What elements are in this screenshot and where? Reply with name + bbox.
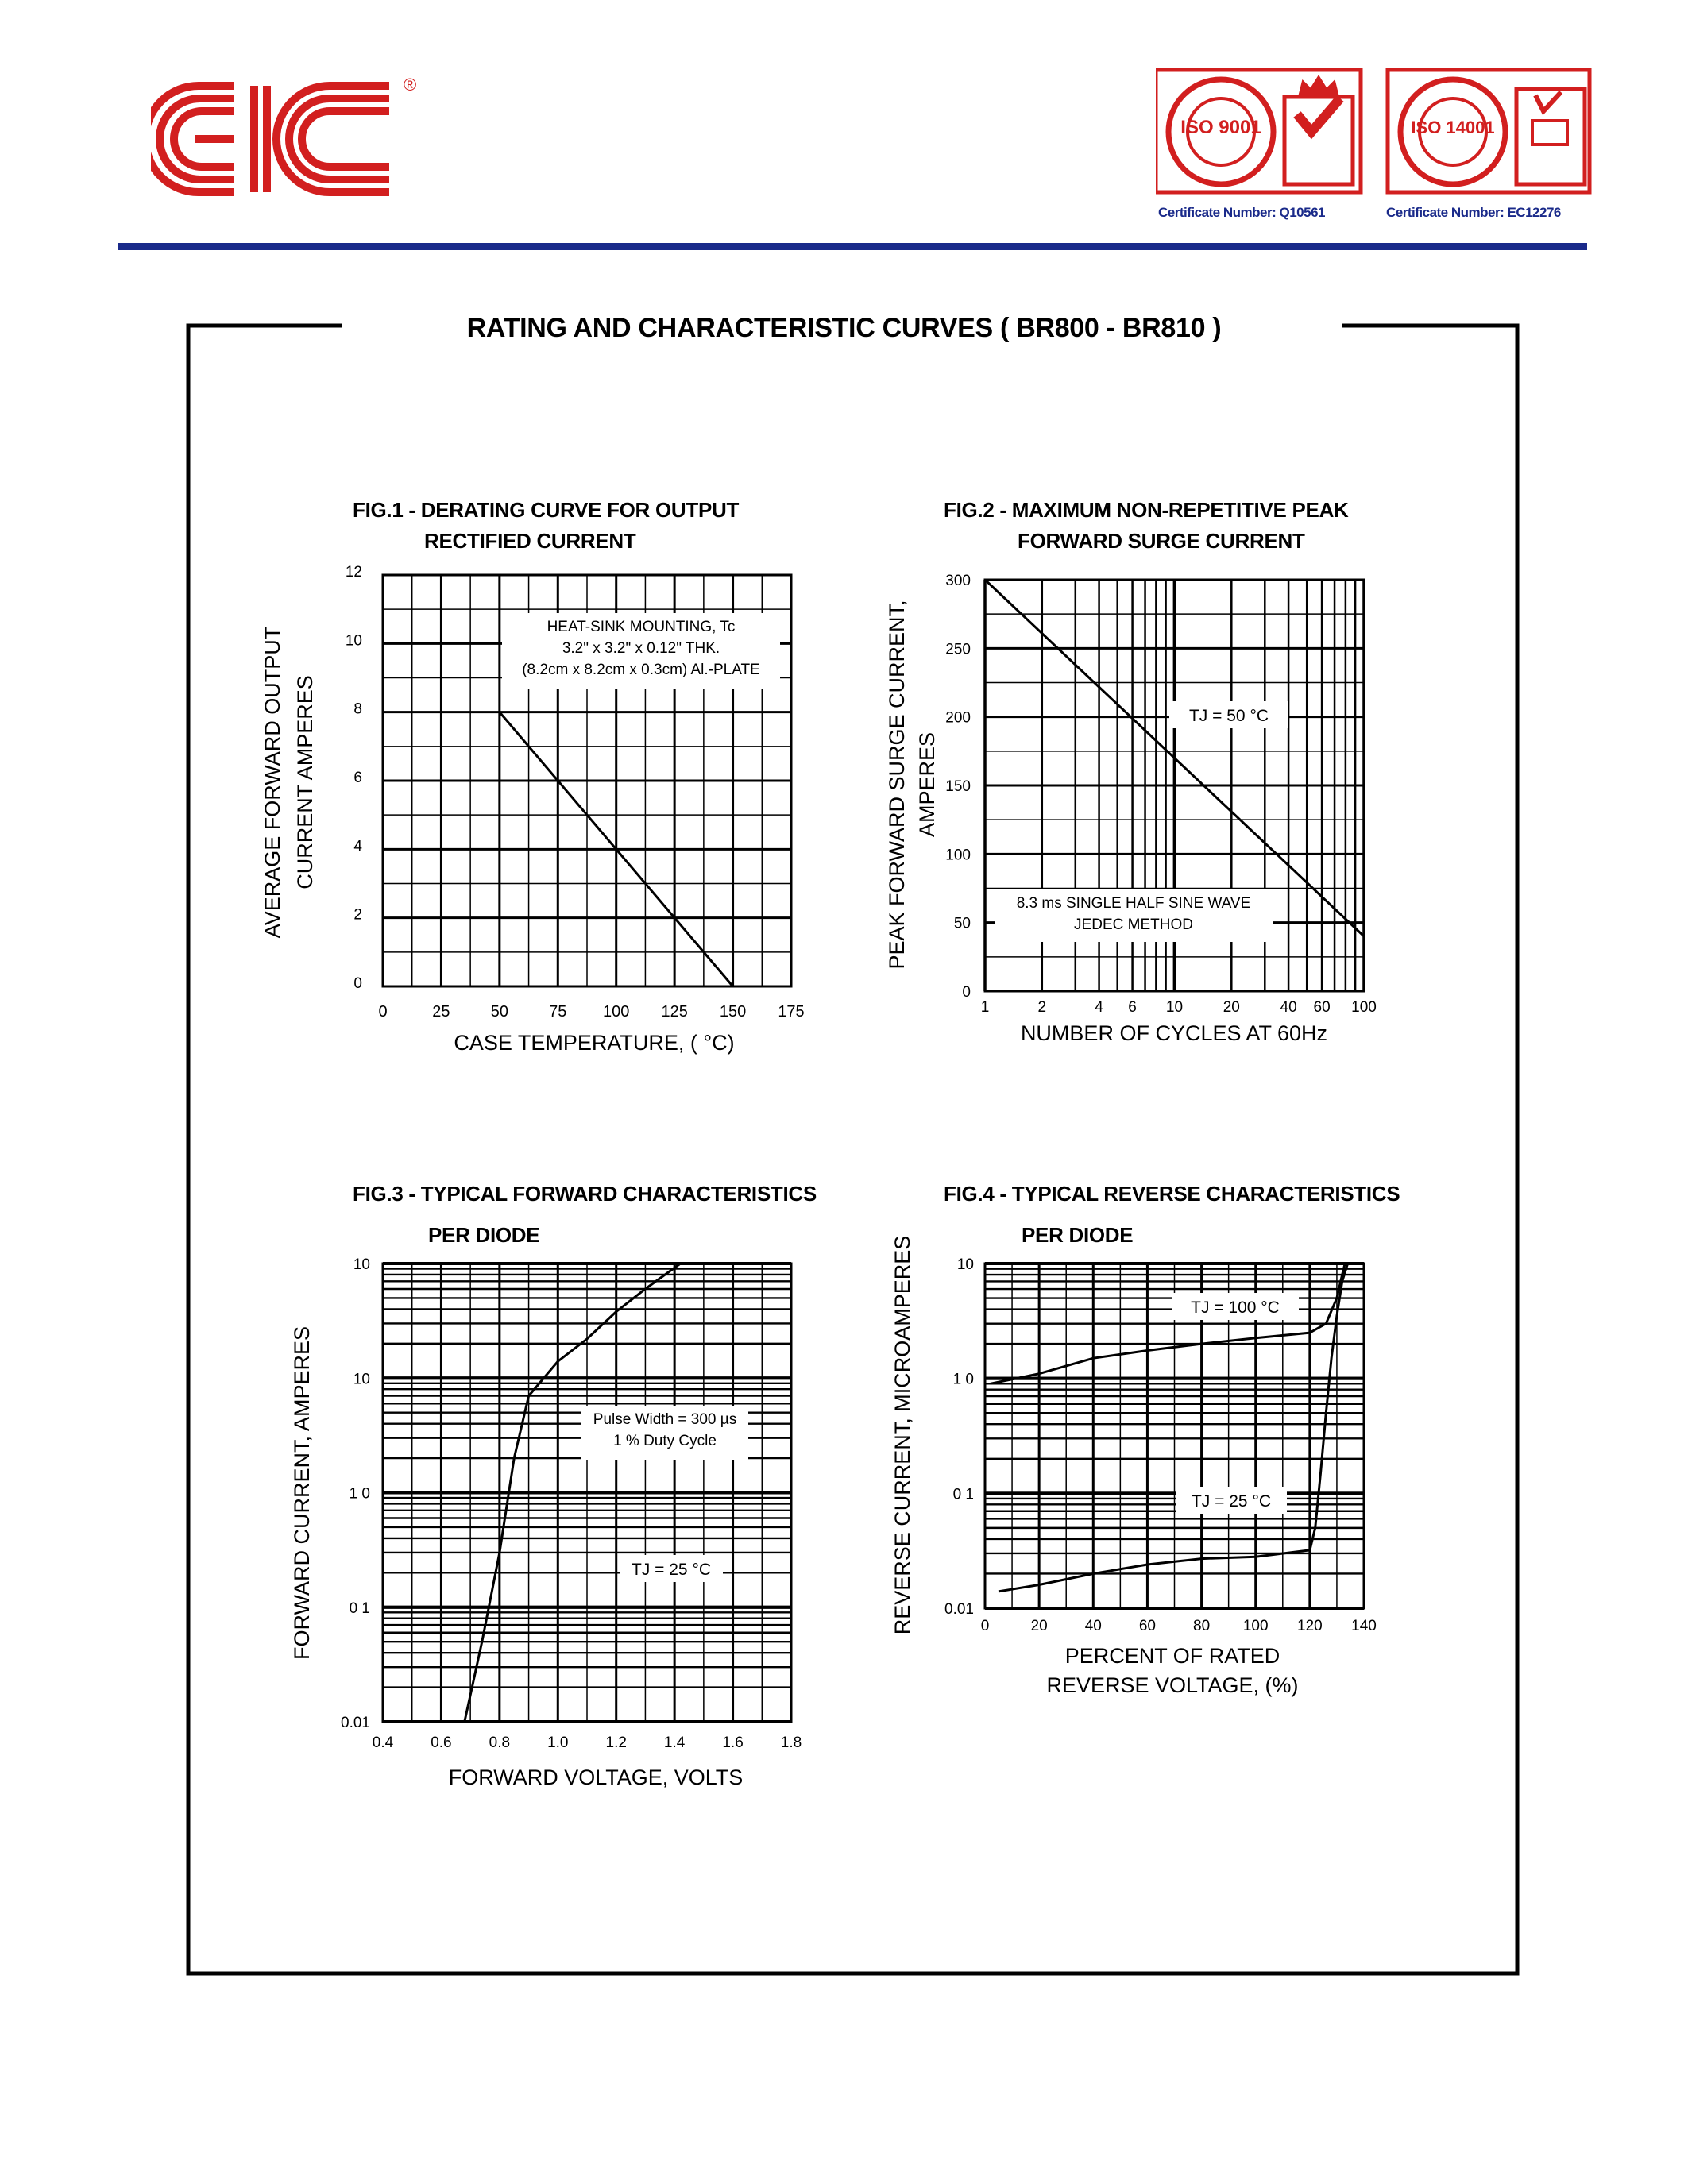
- fig3-annotation-pulse-line: Pulse Width = 300 µs: [593, 1411, 737, 1428]
- fig3-y-label-line1: FORWARD CURRENT, AMPERES: [290, 1325, 314, 1661]
- cert-caption-left: Certificate Number: Q10561: [1158, 205, 1325, 220]
- fig1-x-tick: 75: [549, 1003, 567, 1021]
- fig1-chart: [261, 564, 805, 1055]
- fig3-y-tick: 10: [353, 1371, 370, 1388]
- fig2-y-tick: 250: [945, 641, 971, 658]
- fig2-y-label-line2: AMPERES: [915, 731, 939, 838]
- fig2-annotation-method-line: 8.3 ms SINGLE HALF SINE WAVE: [1016, 895, 1251, 912]
- fig4-chart: [890, 1236, 1377, 1697]
- fig4-x-tick: 140: [1351, 1618, 1377, 1634]
- fig1-annotation-line: 3.2" x 3.2" x 0.12" THK.: [562, 640, 720, 657]
- fig3-y-tick: 10: [353, 1256, 370, 1273]
- fig1-y-label-line1: AVERAGE FORWARD OUTPUT: [261, 626, 284, 939]
- fig4-title-line1: FIG.4 - TYPICAL REVERSE CHARACTERISTICS: [944, 1182, 1400, 1206]
- fig4-x-tick: 0: [980, 1618, 990, 1634]
- fig3-annotation-tj-line: TJ = 25 °C: [631, 1561, 712, 1579]
- fig4-annotation-hot-line: TJ = 100 °C: [1191, 1298, 1280, 1317]
- fig2-x-tick: 2: [1037, 999, 1047, 1016]
- fig1-x-tick: 50: [490, 1003, 508, 1021]
- fig1-x-tick: 125: [661, 1003, 688, 1021]
- fig4-annotation-cold-line: TJ = 25 °C: [1191, 1492, 1272, 1511]
- fig2-chart: [885, 573, 1377, 1045]
- fig4-y-tick: 0.01: [944, 1601, 974, 1618]
- fig2-y-tick: 150: [945, 778, 971, 795]
- fig3-y-tick: 1 0: [349, 1485, 370, 1503]
- fig1-y-tick: 10: [345, 632, 362, 650]
- fig3-x-tick: 0.6: [431, 1734, 452, 1751]
- fig3-title-line1: FIG.3 - TYPICAL FORWARD CHARACTERISTICS: [353, 1182, 817, 1206]
- fig1-x-tick: 0: [378, 1003, 388, 1021]
- fig2-y-tick: 100: [945, 847, 971, 864]
- fig4-x-tick: 60: [1138, 1618, 1156, 1634]
- fig2-x-label: NUMBER OF CYCLES AT 60Hz: [1020, 1021, 1328, 1045]
- fig1-y-tick: 6: [353, 770, 362, 786]
- fig3-x-tick: 0.8: [489, 1734, 511, 1751]
- fig3-x-tick: 1.8: [780, 1734, 802, 1751]
- fig4-y-tick: 10: [956, 1256, 974, 1273]
- fig1-x-tick: 150: [719, 1003, 747, 1021]
- fig4-x-label-line2: REVERSE VOLTAGE, (%): [1046, 1673, 1299, 1697]
- fig2-title-line1: FIG.2 - MAXIMUM NON-REPETITIVE PEAK: [944, 498, 1349, 522]
- fig2-y-tick: 50: [953, 915, 971, 932]
- fig2-title-line2: FORWARD SURGE CURRENT: [1018, 529, 1305, 553]
- fig2-x-tick: 10: [1165, 999, 1184, 1016]
- fig1-x-tick: 25: [432, 1003, 450, 1021]
- fig4-x-tick: 100: [1242, 1618, 1269, 1634]
- registered-mark: ®: [404, 75, 417, 95]
- iso-14001-label: ISO 14001: [1411, 118, 1495, 137]
- fig2-annotation-tj-line: TJ = 50 °C: [1188, 707, 1269, 725]
- fig3-chart: [290, 1256, 802, 1789]
- iso-9001-label: ISO 9001: [1180, 117, 1261, 138]
- fig4-x-tick: 20: [1030, 1618, 1048, 1634]
- fig4-y-label-line1: REVERSE CURRENT, MICROAMPERES: [890, 1235, 914, 1635]
- fig3-x-tick: 1.0: [547, 1734, 569, 1751]
- fig2-x-tick: 40: [1280, 999, 1297, 1016]
- cert-caption-right: Certificate Number: EC12276: [1386, 205, 1561, 220]
- fig3-x-tick: 1.2: [605, 1734, 627, 1751]
- fig2-x-tick: 4: [1095, 999, 1103, 1016]
- fig3-y-tick: 0 1: [349, 1599, 370, 1617]
- fig1-x-tick: 175: [778, 1003, 805, 1021]
- fig4-x-tick: 80: [1193, 1618, 1211, 1634]
- fig4-x-tick: 120: [1297, 1618, 1323, 1634]
- fig2-y-tick: 0: [962, 984, 971, 1001]
- fig1-title-line2: RECTIFIED CURRENT: [424, 529, 636, 553]
- fig3-x-tick: 0.4: [372, 1734, 394, 1751]
- fig1-y-tick: 4: [353, 838, 362, 855]
- fig2-x-tick: 60: [1313, 999, 1331, 1016]
- fig2-annotation-method-line: JEDEC METHOD: [1074, 916, 1193, 933]
- fig1-annotation-line: (8.2cm x 8.2cm x 0.3cm) Al.-PLATE: [522, 662, 760, 678]
- fig3-x-tick: 1.4: [663, 1734, 686, 1751]
- fig3-x-tick: 1.6: [722, 1734, 744, 1751]
- fig1-x-label: CASE TEMPERATURE, ( °C): [454, 1031, 735, 1055]
- fig4-title-line2: PER DIODE: [1022, 1223, 1134, 1247]
- fig1-y-tick: 0: [353, 975, 362, 992]
- fig3-annotation-pulse-line: 1 % Duty Cycle: [613, 1433, 717, 1449]
- fig4-y-tick: 1 0: [952, 1371, 974, 1388]
- fig2-y-tick: 300: [945, 573, 971, 589]
- fig1-y-tick: 8: [353, 700, 362, 718]
- fig2-y-label-line1: PEAK FORWARD SURGE CURRENT,: [885, 600, 909, 970]
- fig1-x-tick: 100: [603, 1003, 630, 1021]
- fig1-title-line1: FIG.1 - DERATING CURVE FOR OUTPUT: [353, 498, 740, 522]
- fig2-x-tick: 6: [1128, 999, 1137, 1016]
- fig2-x-tick: 1: [980, 999, 990, 1016]
- fig3-y-tick: 0.01: [341, 1715, 370, 1731]
- fig4-x-label-line1: PERCENT OF RATED: [1064, 1644, 1280, 1668]
- fig1-y-label-line2: CURRENT AMPERES: [293, 675, 317, 889]
- fig2-x-tick: 100: [1351, 999, 1377, 1016]
- fig2-x-tick: 20: [1223, 999, 1240, 1016]
- fig2-y-tick: 200: [945, 709, 971, 727]
- fig3-title-line2: PER DIODE: [428, 1223, 540, 1247]
- fig1-annotation-line: HEAT-SINK MOUNTING, Tc: [547, 619, 736, 635]
- fig4-x-tick: 40: [1084, 1618, 1102, 1634]
- page-title: RATING AND CHARACTERISTIC CURVES ( BR800 - BR810 ): [466, 313, 1222, 343]
- fig4-y-tick: 0 1: [952, 1486, 974, 1503]
- fig1-y-tick: 12: [345, 564, 362, 581]
- fig1-y-tick: 2: [353, 906, 362, 924]
- fig3-x-label: FORWARD VOLTAGE, VOLTS: [448, 1765, 744, 1789]
